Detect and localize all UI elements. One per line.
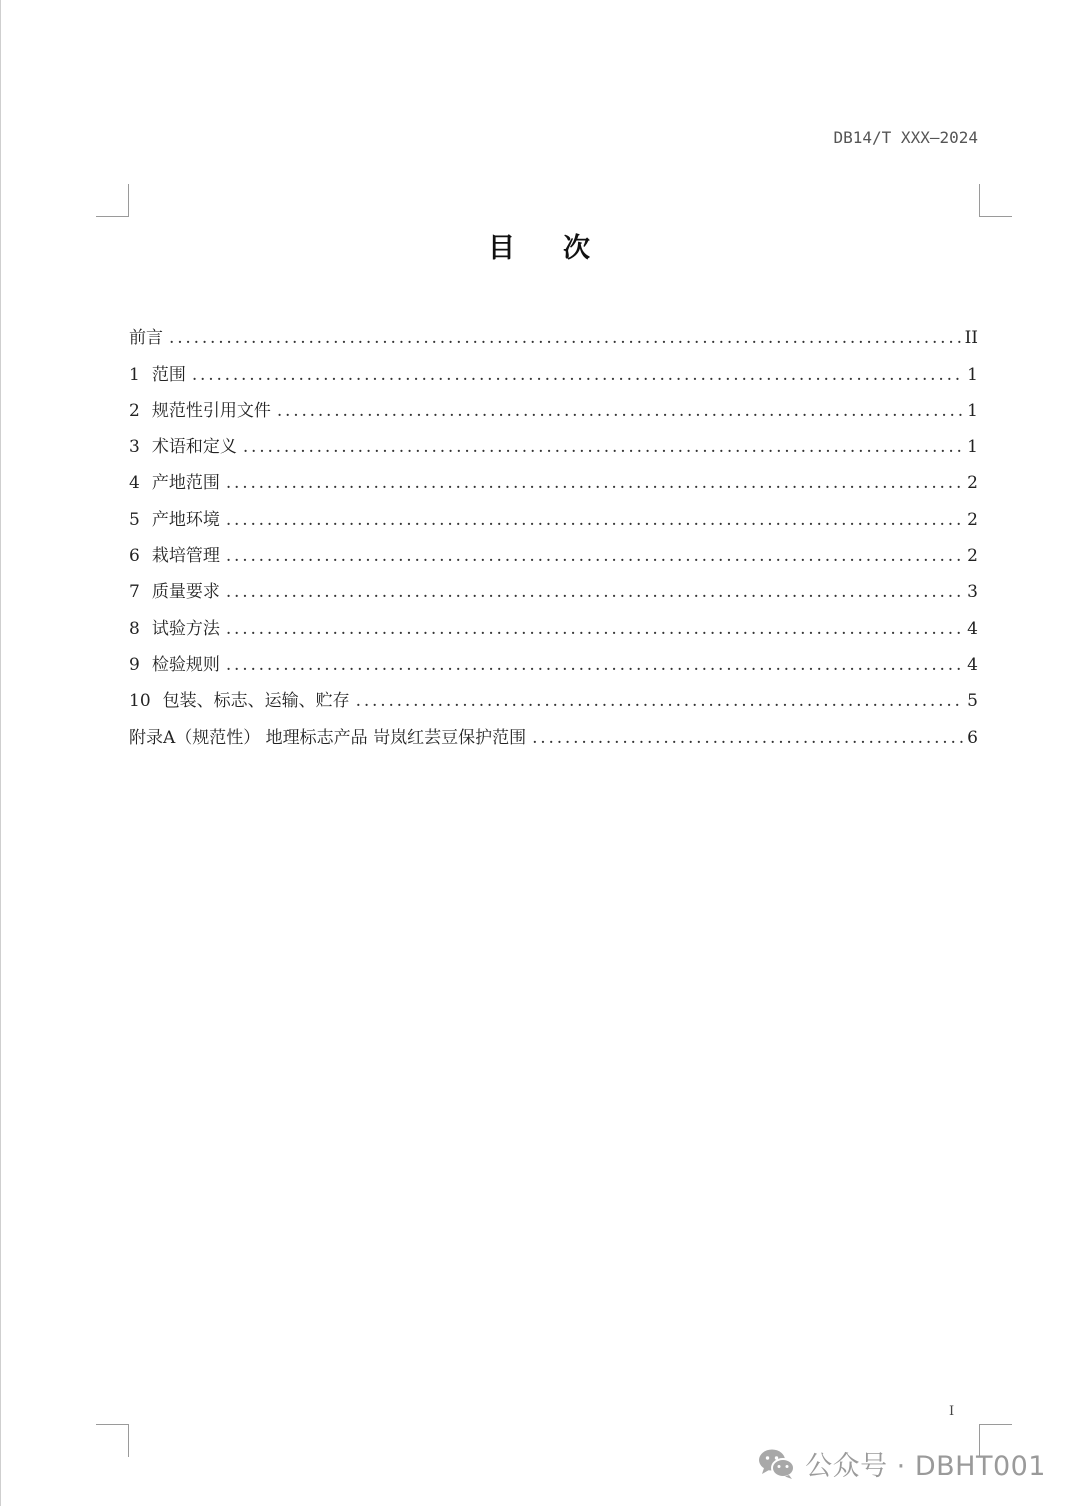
toc-entry-label: 检验规则 xyxy=(151,654,220,675)
toc-entry-label: 术语和定义 xyxy=(151,437,237,458)
toc-entry-page: 5 xyxy=(967,691,978,712)
toc-entry-label: 产地范围 xyxy=(151,473,220,494)
toc-entry-number: 9 xyxy=(129,654,140,675)
watermark-text: 公众号 · DBHT001 xyxy=(805,1451,1046,1482)
toc-leader-dots xyxy=(226,611,963,647)
toc-leader-dots xyxy=(356,683,964,719)
toc-leader-dots xyxy=(226,538,963,574)
crop-mark-top-left xyxy=(96,184,129,217)
crop-mark-bottom-left xyxy=(96,1424,129,1457)
toc-entry-label: 范围 xyxy=(151,364,186,385)
toc-entry-page: 1 xyxy=(967,400,978,421)
toc-leader-dots xyxy=(192,357,963,393)
toc-entry-label: 栽培管理 xyxy=(151,546,220,567)
toc-entry[interactable] xyxy=(129,465,978,501)
toc-entry-label: 试验方法 xyxy=(151,618,220,639)
toc-leader-dots xyxy=(226,647,963,683)
toc-entry-number: 3 xyxy=(129,437,140,458)
toc-entry-page: 2 xyxy=(967,473,978,494)
toc-entry[interactable] xyxy=(129,574,978,610)
toc-entry-label: 质量要求 xyxy=(151,582,220,603)
toc-entry-label: 前言 xyxy=(129,328,163,349)
toc-entry[interactable] xyxy=(129,393,978,429)
toc-entry-page: 1 xyxy=(967,364,978,385)
toc-entry-page: 2 xyxy=(967,509,978,530)
toc-entry-page: 4 xyxy=(967,654,978,675)
toc-leader-dots xyxy=(532,720,963,756)
toc-entry[interactable] xyxy=(129,719,978,755)
toc-entry-page: 4 xyxy=(967,618,978,639)
toc-entry-page: 3 xyxy=(967,582,978,603)
toc-entry-number: 8 xyxy=(129,618,140,639)
page-number: I xyxy=(949,1404,955,1419)
table-of-contents xyxy=(129,320,978,756)
toc-entry[interactable] xyxy=(129,538,978,574)
title-char-1: 目 xyxy=(488,233,517,264)
document-code: DB14/T XXX—2024 xyxy=(833,128,978,147)
toc-entry-label: 规范性引用文件 xyxy=(151,400,271,421)
toc-entry-label: 附录A（规范性） 地理标志产品 岢岚红芸豆保护范围 xyxy=(129,727,527,748)
toc-entry-page: 6 xyxy=(967,727,978,748)
toc-entry-page: II xyxy=(964,328,978,349)
toc-leader-dots xyxy=(226,574,963,610)
crop-mark-top-right xyxy=(979,184,1012,217)
toc-entry-page: 2 xyxy=(967,546,978,567)
toc-entry[interactable] xyxy=(129,356,978,392)
toc-entry[interactable] xyxy=(129,610,978,646)
toc-entry-number: 7 xyxy=(129,582,140,603)
toc-entry-number: 10 xyxy=(129,691,151,712)
watermark xyxy=(757,1444,1046,1483)
toc-entry-number: 6 xyxy=(129,546,140,567)
toc-entry[interactable] xyxy=(129,429,978,465)
toc-entry-number: 4 xyxy=(129,473,140,494)
toc-entry[interactable] xyxy=(129,683,978,719)
toc-entry-label: 产地环境 xyxy=(151,509,220,530)
toc-entry[interactable] xyxy=(129,647,978,683)
toc-entry-label: 包装、标志、运输、贮存 xyxy=(162,691,350,712)
toc-leader-dots xyxy=(243,429,963,465)
toc-leader-dots xyxy=(169,320,961,356)
toc-entry-page: 1 xyxy=(967,437,978,458)
wechat-icon xyxy=(757,1447,797,1481)
title-char-2: 次 xyxy=(563,233,592,264)
toc-entry[interactable] xyxy=(129,501,978,537)
toc-leader-dots xyxy=(277,393,963,429)
toc-entry-number: 5 xyxy=(129,509,140,530)
toc-leader-dots xyxy=(226,502,963,538)
page-title xyxy=(0,226,1080,265)
toc-entry-number: 2 xyxy=(129,400,140,421)
toc-entry-number: 1 xyxy=(129,364,140,385)
toc-leader-dots xyxy=(226,465,963,501)
toc-entry[interactable] xyxy=(129,320,978,356)
